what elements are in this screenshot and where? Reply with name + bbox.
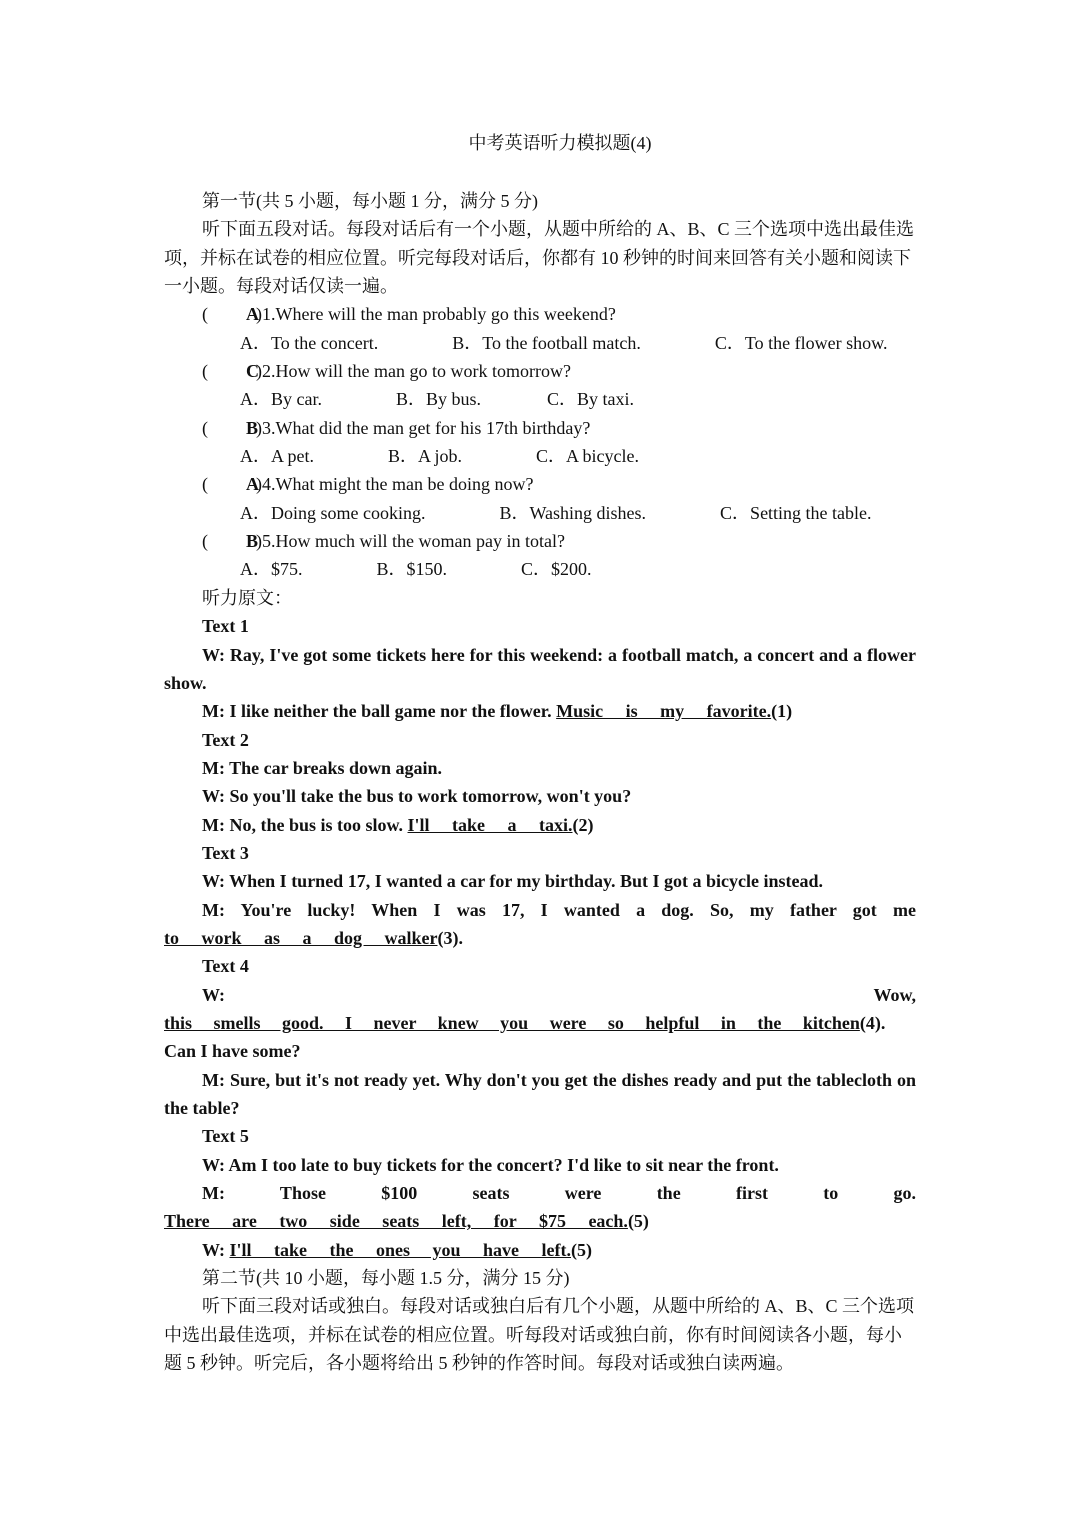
question-1: ( A)1.Where will the man probably go this weekend? [164, 300, 916, 328]
text2-man2-mark: (2) [572, 814, 594, 835]
text1-man-key: Music is my favorite. [556, 701, 772, 722]
option-1c: C．To the flower show. [714, 332, 888, 353]
text4-woman [164, 981, 916, 1009]
text5-man-mark: (5) [627, 1211, 649, 1232]
text4-man: M: Sure, but it's not ready yet. Why don't you get the dishes ready and put the tablecloth on the table? [164, 1069, 916, 1118]
text3-woman: W: When I turned 17, I wanted a car for my birthday. But I got a bicycle instead. [202, 871, 824, 892]
text5-woman1: W: Am I too late to buy tickets for the concert? I'd like to sit near the front. [202, 1154, 779, 1175]
section1-header: 第一节(共 5 小题，每小题 1 分，满分 5 分) [202, 191, 538, 211]
option-3a: A．A pet. [240, 446, 314, 467]
text5-man: M: Those $100 seats were the first to go. [202, 1183, 916, 1204]
document-body [164, 187, 916, 1377]
text5-label: Text 5 [202, 1126, 249, 1147]
text4-woman-cont [164, 1009, 916, 1037]
page-title: 中考英语听力模拟题(4) [468, 133, 652, 153]
text2-man2-key: I'll take a taxi. [407, 814, 573, 835]
option-3c: C．A bicycle. [536, 446, 639, 467]
section2-header: 第二节(共 10 小题，每小题 1.5 分，满分 15 分) [202, 1268, 570, 1289]
question-1-options [164, 329, 916, 357]
option-4b: B．Washing dishes. [499, 502, 647, 523]
section1-instructions: 听下面五段对话。每段对话后有一个小题，从题中所给的 A、B、C 三个选项中选出最佳选项，并标在试卷的相应位置。听完每段对话后，你都有 10 秒钟的时间来回答有关小题和阅读下一小题。每段对话仅读一遍。 [164, 219, 915, 297]
text4-woman-key: this smells good. I never knew you were so helpful in the kitchen [164, 1012, 860, 1033]
option-2b: B．By bus. [395, 389, 482, 410]
text2-label: Text 2 [202, 729, 249, 750]
question-3: ( B)3.What did the man get for his 17th birthday? [164, 414, 916, 442]
text2-man2-pre: M: No, the bus is too slow. [202, 814, 408, 835]
text5-woman2-key: I'll take the ones you have left. [229, 1239, 572, 1260]
text3-man: M: You're lucky! When I was 17, I wanted a dog. So, my father got me [202, 899, 916, 920]
option-4c: C．Setting the table. [720, 502, 872, 523]
text4-label: Text 4 [202, 956, 249, 977]
text2-man1: M: The car breaks down again. [202, 757, 443, 778]
text5-woman2 [164, 1236, 916, 1264]
text4-woman-wow: Wow, [873, 984, 916, 1005]
question-2-options [164, 385, 916, 413]
question-2: ( C)2.How will the man go to work tomorrow? [164, 357, 916, 385]
answer-1: A [246, 304, 259, 325]
text2-woman: W: So you'll take the bus to work tomorrow, won't you? [202, 786, 632, 807]
answer-4: A [246, 474, 259, 495]
text1-man-mark: (1) [771, 701, 793, 722]
question-5-options [164, 555, 916, 583]
text4-woman-end: Can I have some? [164, 1041, 301, 1062]
text3-man-mark: (3). [437, 927, 463, 948]
text1-man [164, 697, 916, 725]
question-2-stem: )2.How will the man go to work tomorrow? [256, 361, 571, 382]
answer-2: C [246, 361, 259, 382]
transcript-label: 听力原文： [202, 587, 292, 608]
text3-label: Text 3 [202, 842, 249, 863]
text1-man-pre: M: I like neither the ball game nor the flower. [202, 701, 557, 722]
option-5b: B．$150. [376, 559, 448, 580]
text2-man2 [164, 811, 916, 839]
question-4-options [164, 499, 916, 527]
option-1a: A．To the concert. [240, 332, 379, 353]
question-5: ( B)5.How much will the woman pay in total? [164, 527, 916, 555]
text5-man-cont [164, 1207, 916, 1235]
question-1-stem: )1.Where will the man probably go this weekend? [256, 304, 616, 325]
option-4a: A．Doing some cooking. [240, 502, 426, 523]
text1-woman: W: Ray, I've got some tickets here for this weekend: a football match, a concert and a flower show. [164, 644, 916, 693]
question-4: ( A)4.What might the man be doing now? [164, 470, 916, 498]
option-2c: C．By taxi. [547, 389, 635, 410]
text1-label: Text 1 [202, 616, 249, 637]
text4-woman-speaker: W: [202, 984, 226, 1005]
answer-5: B [246, 531, 259, 552]
section2-instructions: 听下面三段对话或独白。每段对话或独白后有几个小题，从题中所给的 A、B、C 三个选项中选出最佳选项，并标在试卷的相应位置。听每段对话或独白前，你有时间阅读各小题，每小题 5 秒钟。听完后，各小题将给出 5 秒钟的作答时间。每段对话或独白读两遍。 [164, 1296, 915, 1374]
text4-woman-mark: (4). [859, 1012, 886, 1033]
option-3b: B．A job. [388, 446, 463, 467]
answer-3: B [246, 417, 259, 438]
option-5c: C．$200. [521, 559, 592, 580]
option-2a: A．By car. [240, 389, 322, 410]
text3-man-key: to work as a dog walker [164, 927, 438, 948]
question-3-options [164, 442, 916, 470]
question-5-stem: )5.How much will the woman pay in total? [256, 531, 565, 552]
option-1b: B．To the football match. [452, 332, 641, 353]
question-3-stem: )3.What did the man get for his 17th birthday? [256, 417, 591, 438]
text5-man-key: There are two side seats left, for $75 each. [164, 1211, 628, 1232]
text3-man-cont [164, 924, 916, 952]
question-4-stem: )4.What might the man be doing now? [256, 474, 534, 495]
text5-woman2-mark: (5) [571, 1239, 593, 1260]
text5-woman2-pre: W: [202, 1239, 230, 1260]
option-5a: A．$75. [240, 559, 303, 580]
